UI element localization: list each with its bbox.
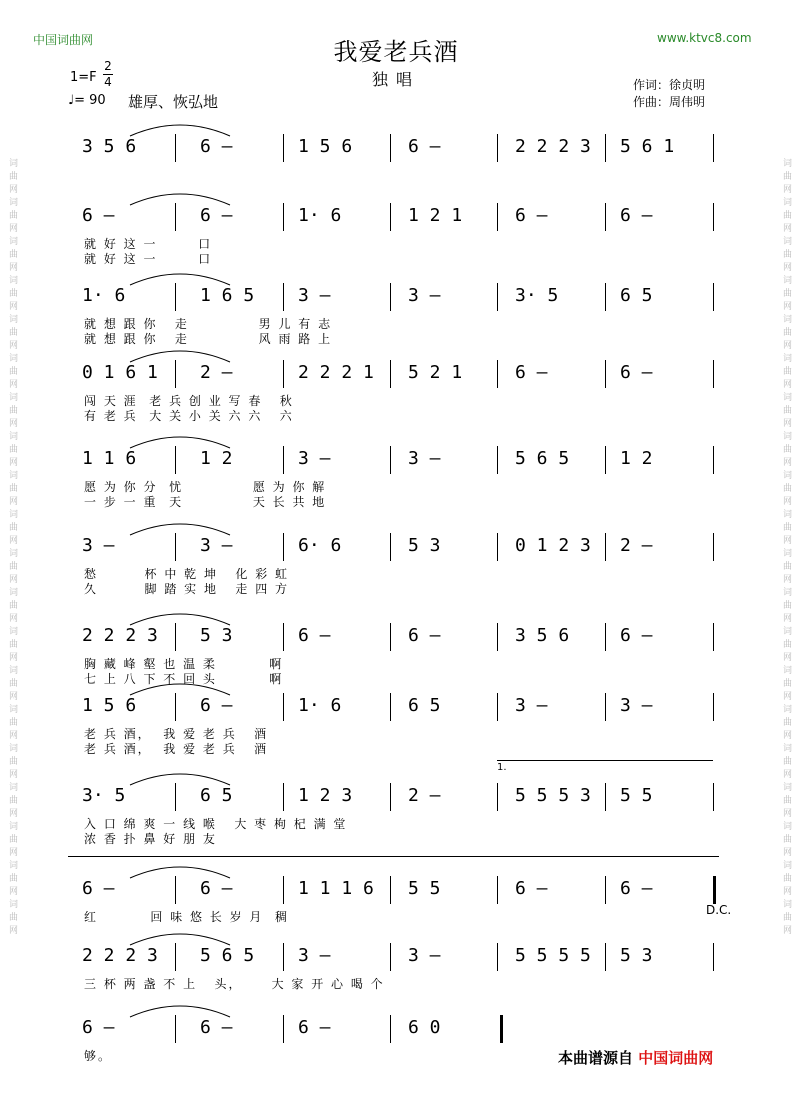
measure-notes: 1 5 6 <box>82 695 137 716</box>
measure-notes: 6 – <box>620 878 653 899</box>
lyricist: 作词：徐贞明 <box>633 78 706 92</box>
measure-notes: 3 – <box>298 448 331 469</box>
measure-notes: 3 – <box>82 535 115 556</box>
measure-notes: 1· 6 <box>82 285 126 306</box>
lyric-line-2: 有 老 兵 大 关 小 关 六 六 六 <box>84 409 294 423</box>
measure-notes: 3· 5 <box>82 785 126 806</box>
barline <box>175 360 176 388</box>
barline <box>390 283 391 311</box>
measure-notes: 5 3 <box>620 945 653 966</box>
barline <box>713 360 714 388</box>
lyric-line-1: 三 杯 两 盏 不 上 头， 大 家 开 心 喝 个 <box>84 977 385 991</box>
measure-notes: 1 1 6 <box>82 448 137 469</box>
measure-notes: 6 – <box>515 205 548 226</box>
slur <box>0 995 792 1019</box>
measure-notes: 2 2 2 3 <box>82 625 158 646</box>
site-url-right[interactable]: www.ktvc8.com <box>657 31 752 45</box>
barline <box>497 446 498 474</box>
barline <box>497 943 498 971</box>
measure-notes: 6 – <box>82 205 115 226</box>
barline <box>497 623 498 651</box>
barline <box>390 203 391 231</box>
barline <box>390 876 391 904</box>
barline <box>390 446 391 474</box>
lyric-line-2: 一 步 一 重 天 天 长 共 地 <box>84 495 327 509</box>
slur <box>0 114 792 138</box>
lyric-line-1: 老 兵 酒， 我 爱 老 兵 酒 <box>84 727 269 741</box>
barline <box>713 943 714 971</box>
slur <box>0 513 792 537</box>
barline <box>283 134 284 162</box>
barline <box>497 360 498 388</box>
slur <box>0 183 792 207</box>
measure-notes: 6 5 <box>200 785 233 806</box>
measure-notes: 5 2 1 <box>408 362 463 383</box>
measure-notes: 3 – <box>408 448 441 469</box>
measure-notes: 1· 6 <box>298 695 342 716</box>
footer <box>558 1047 713 1068</box>
barline <box>175 783 176 811</box>
lyric-line-1: 胸 藏 峰 壑 也 温 柔 啊 <box>84 657 284 671</box>
barline <box>497 876 498 904</box>
measure-notes: 6 – <box>620 625 653 646</box>
right-watermark-strip: 词曲网词曲网词曲网词曲网词曲网词曲网词曲网词曲网词曲网词曲网词曲网词曲网词曲网词曲网词曲网词曲网词曲网词曲网词曲网词曲网 <box>781 158 791 938</box>
barline <box>283 203 284 231</box>
measure-notes: 6 – <box>408 136 441 157</box>
measure-notes: 1· 6 <box>298 205 342 226</box>
barline <box>605 360 606 388</box>
measure-notes: 6 – <box>620 362 653 383</box>
measure-notes: 6 – <box>200 136 233 157</box>
measure-notes: 1 2 <box>620 448 653 469</box>
measure-notes: 2 2 2 3 <box>82 945 158 966</box>
system-rule <box>68 856 719 857</box>
barline <box>605 693 606 721</box>
measure-notes: 1 5 6 <box>298 136 353 157</box>
measure-notes: 5 5 5 5 <box>515 945 591 966</box>
barline <box>605 876 606 904</box>
measure-notes: 1 1 1 6 <box>298 878 374 899</box>
page-title: 我爱老兵酒 <box>333 38 459 66</box>
measure-notes: 3 – <box>200 535 233 556</box>
footer-site-link[interactable]: 中国词曲网 <box>638 1049 714 1067</box>
lyric-line-1: 闯 天 涯 老 兵 创 业 写 春 秋 <box>84 394 294 408</box>
barline <box>497 283 498 311</box>
barline <box>283 876 284 904</box>
measure-notes: 5 3 <box>408 535 441 556</box>
measure-notes: 0 1 2 3 <box>515 535 591 556</box>
left-watermark-strip: 词曲网词曲网词曲网词曲网词曲网词曲网词曲网词曲网词曲网词曲网词曲网词曲网词曲网词曲网词曲网词曲网词曲网词曲网词曲网词曲网 <box>7 158 17 938</box>
lyric-line-2: 老 兵 酒， 我 爱 老 兵 酒 <box>84 742 269 756</box>
lyric-line-1: 够。 <box>84 1049 113 1063</box>
time-signature-top: 2 <box>104 59 112 73</box>
lyric-line-2: 久 脚 踏 实 地 走 四 方 <box>84 582 290 596</box>
barline <box>175 283 176 311</box>
measure-notes: 6 5 <box>620 285 653 306</box>
barline <box>713 693 714 721</box>
lyric-line-2: 七 上 八 下 不 回 头 啊 <box>84 672 284 686</box>
measure-notes: 5 5 <box>408 878 441 899</box>
key-signature: 1=F <box>70 70 97 85</box>
barline <box>605 203 606 231</box>
expression-mark: 雄厚、恢弘地 <box>128 93 219 111</box>
measure-notes: 1 6 5 <box>200 285 255 306</box>
measure-notes: 6 – <box>82 878 115 899</box>
barline <box>605 943 606 971</box>
barline <box>283 533 284 561</box>
measure-notes: 2 2 2 3 <box>515 136 591 157</box>
measure-notes: 3 – <box>620 695 653 716</box>
barline <box>283 283 284 311</box>
barline <box>283 693 284 721</box>
measure-notes: 6 – <box>200 695 233 716</box>
barline <box>605 533 606 561</box>
measure-notes: 3 5 6 <box>515 625 570 646</box>
measure-notes: 5 5 <box>620 785 653 806</box>
barline <box>605 623 606 651</box>
barline <box>713 533 714 561</box>
barline <box>713 623 714 651</box>
measure-notes: 3 – <box>408 285 441 306</box>
slur <box>0 923 792 947</box>
barline <box>390 360 391 388</box>
time-signature <box>103 60 113 89</box>
measure-notes: 3 – <box>298 945 331 966</box>
barline <box>175 134 176 162</box>
measure-notes: 5 6 5 <box>515 448 570 469</box>
measure-notes: 3 5 6 <box>82 136 137 157</box>
measure-notes: 5 5 5 3 <box>515 785 591 806</box>
measure-notes: 1 2 3 <box>298 785 353 806</box>
barline <box>497 203 498 231</box>
barline <box>713 134 714 162</box>
barline <box>390 134 391 162</box>
slur <box>0 340 792 364</box>
measure-notes: 2 – <box>408 785 441 806</box>
measure-notes: 6 – <box>200 205 233 226</box>
measure-notes: 3 – <box>408 945 441 966</box>
measure-notes: 6 – <box>298 625 331 646</box>
slur <box>0 856 792 880</box>
barline <box>390 943 391 971</box>
lyric-line-1: 红 回 味 悠 长 岁 月 稠 <box>84 910 290 924</box>
time-signature-bottom: 4 <box>104 75 112 89</box>
measure-notes: 6 – <box>515 878 548 899</box>
measure-notes: 6 – <box>408 625 441 646</box>
barline <box>390 783 391 811</box>
barline <box>390 533 391 561</box>
barline <box>283 623 284 651</box>
lyric-line-2: 就 好 这 一 口 <box>84 252 213 266</box>
barline <box>713 283 714 311</box>
measure-notes: 6 – <box>515 362 548 383</box>
measure-notes: 1 2 1 <box>408 205 463 226</box>
measure-notes: 6· 6 <box>298 535 342 556</box>
barline <box>497 693 498 721</box>
barline <box>175 876 176 904</box>
lyric-line-1: 愁 杯 中 乾 坤 化 彩 虹 <box>84 567 290 581</box>
measure-notes: 3 – <box>515 695 548 716</box>
measure-notes: 2 – <box>200 362 233 383</box>
barline <box>283 943 284 971</box>
barline <box>713 203 714 231</box>
barline <box>390 623 391 651</box>
barline <box>605 283 606 311</box>
measure-notes: 6 – <box>200 878 233 899</box>
barline <box>390 693 391 721</box>
slur <box>0 763 792 787</box>
measure-notes: 2 – <box>620 535 653 556</box>
barline <box>713 446 714 474</box>
barline <box>175 446 176 474</box>
barline <box>497 134 498 162</box>
volta-mark: 1. <box>497 762 507 773</box>
dc-mark: D.C. <box>706 903 732 917</box>
subtitle: 独唱 <box>371 70 420 89</box>
measure-notes: 5 3 <box>200 625 233 646</box>
footer-prefix: 本曲谱源自 <box>558 1049 634 1067</box>
lyric-line-2: 就 想 跟 你 走 风 雨 路 上 <box>84 332 333 346</box>
barline <box>390 1015 391 1043</box>
barline <box>605 446 606 474</box>
slur <box>0 603 792 627</box>
measure-notes: 6 – <box>200 1017 233 1038</box>
slur <box>0 673 792 697</box>
barline <box>497 533 498 561</box>
measure-notes: 3 – <box>298 285 331 306</box>
measure-notes: 6 – <box>82 1017 115 1038</box>
barline <box>175 203 176 231</box>
site-name-left[interactable]: 中国词曲网 <box>33 33 94 47</box>
measure-notes: 0 1 6 1 <box>82 362 158 383</box>
measure-notes: 2 2 2 1 <box>298 362 374 383</box>
barline <box>713 783 714 811</box>
measure-notes: 6 5 <box>408 695 441 716</box>
barline <box>175 943 176 971</box>
slur <box>0 263 792 287</box>
slur <box>0 426 792 450</box>
tempo-mark: ♩= 90 <box>68 93 106 108</box>
lyric-line-1: 就 想 跟 你 走 男 儿 有 志 <box>84 317 333 331</box>
barline <box>283 446 284 474</box>
barline <box>175 533 176 561</box>
measure-notes: 6 – <box>298 1017 331 1038</box>
volta-bracket <box>497 760 713 761</box>
barline <box>175 623 176 651</box>
barline <box>283 783 284 811</box>
measure-notes: 6 0 <box>408 1017 441 1038</box>
barline <box>283 360 284 388</box>
lyric-line-1: 入 口 绵 爽 一 线 喉 大 枣 枸 杞 满 堂 <box>84 817 348 831</box>
measure-notes: 6 – <box>620 205 653 226</box>
barline <box>713 876 716 904</box>
lyric-line-1: 愿 为 你 分 忧 愿 为 你 解 <box>84 480 327 494</box>
measure-notes: 3· 5 <box>515 285 559 306</box>
measure-notes: 5 6 5 <box>200 945 255 966</box>
measure-notes: 5 6 1 <box>620 136 675 157</box>
barline <box>175 693 176 721</box>
barline <box>500 1015 503 1043</box>
lyric-line-2: 浓 香 扑 鼻 好 朋 友 <box>84 832 217 846</box>
barline <box>175 1015 176 1043</box>
composer: 作曲：周伟明 <box>633 95 706 109</box>
barline <box>497 783 498 811</box>
lyric-line-1: 就 好 这 一 口 <box>84 237 213 251</box>
barline <box>283 1015 284 1043</box>
barline <box>605 783 606 811</box>
barline <box>605 134 606 162</box>
measure-notes: 1 2 <box>200 448 233 469</box>
credits <box>633 77 705 111</box>
